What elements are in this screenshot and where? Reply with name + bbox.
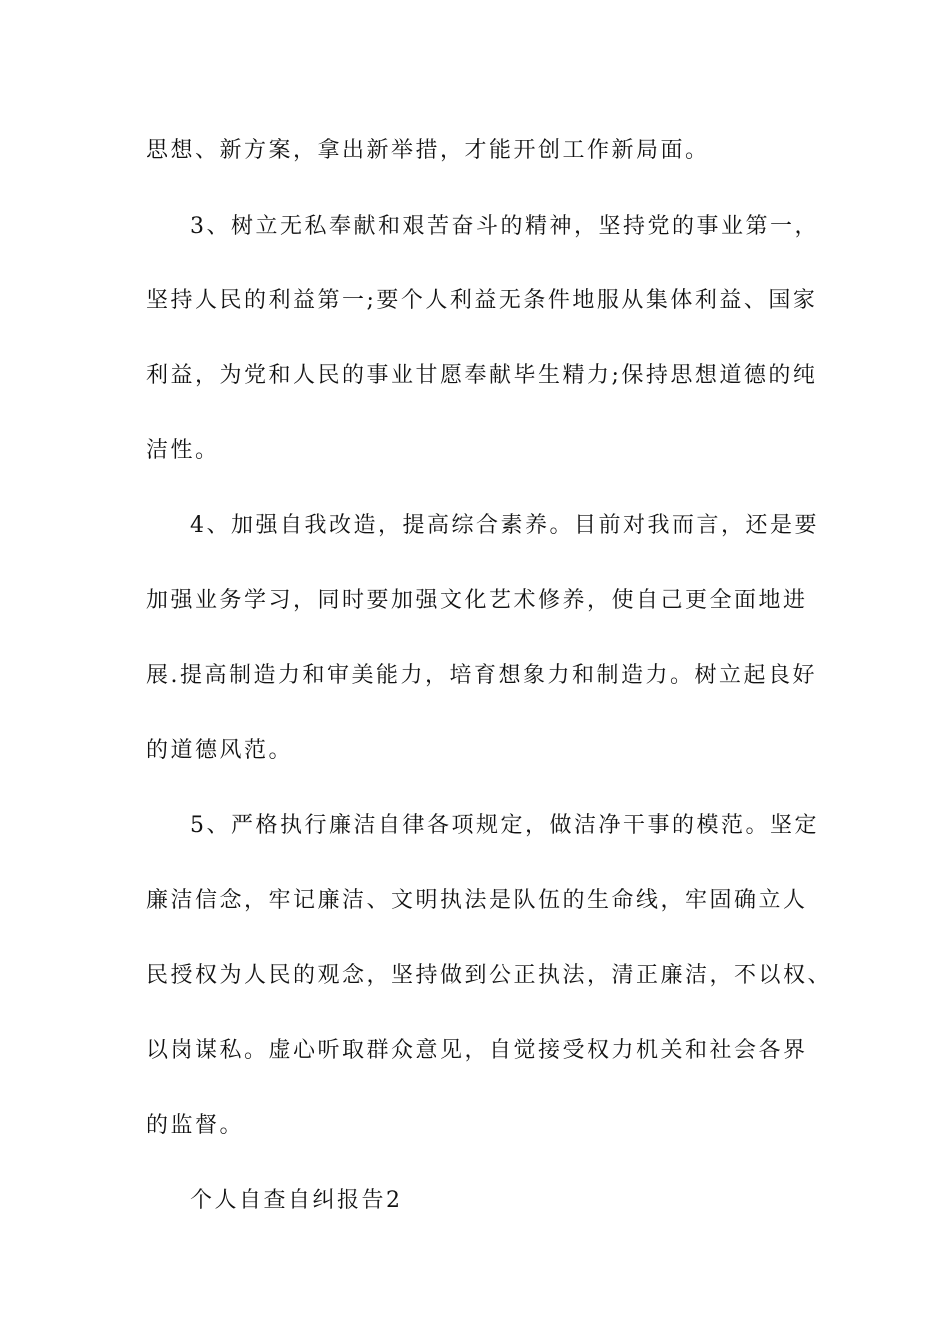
section-heading: 个人自查自纠报告2 xyxy=(190,1188,403,1213)
paragraph-4-line-3: 展.提高制造力和审美能力，培育想象力和制造力。树立起良好 xyxy=(146,663,817,688)
paragraph-3-line-4: 洁性。 xyxy=(146,438,220,463)
paragraph-4-line-4: 的道德风范。 xyxy=(146,738,294,763)
text-line-1: 思想、新方案，拿出新举措，才能开创工作新局面。 xyxy=(146,138,710,163)
paragraph-5-line-2: 廉洁信念，牢记廉洁、文明执法是队伍的生命线，牢固确立人 xyxy=(146,888,808,913)
paragraph-5-line-1: 5、严格执行廉洁自律各项规定，做洁净干事的模范。坚定 xyxy=(190,813,819,838)
paragraph-5-line-4: 以岗谋私。虚心听取群众意见，自觉接受权力机关和社会各界 xyxy=(146,1038,808,1063)
paragraph-4-line-2: 加强业务学习，同时要加强文化艺术修养，使自己更全面地进 xyxy=(146,588,808,613)
paragraph-3-line-2: 坚持人民的利益第一;要个人利益无条件地服从集体利益、国家 xyxy=(146,288,818,313)
paragraph-5-line-3: 民授权为人民的观念，坚持做到公正执法，清正廉洁，不以权、 xyxy=(146,963,833,988)
paragraph-4-line-1: 4、加强自我改造，提高综合素养。目前对我而言，还是要 xyxy=(190,513,819,538)
paragraph-3-line-1: 3、树立无私奉献和艰苦奋斗的精神，坚持党的事业第一， xyxy=(190,214,819,239)
paragraph-5-line-5: 的监督。 xyxy=(146,1113,245,1138)
paragraph-3-line-3: 利益，为党和人民的事业甘愿奉献毕生精力;保持思想道德的纯 xyxy=(146,363,818,388)
